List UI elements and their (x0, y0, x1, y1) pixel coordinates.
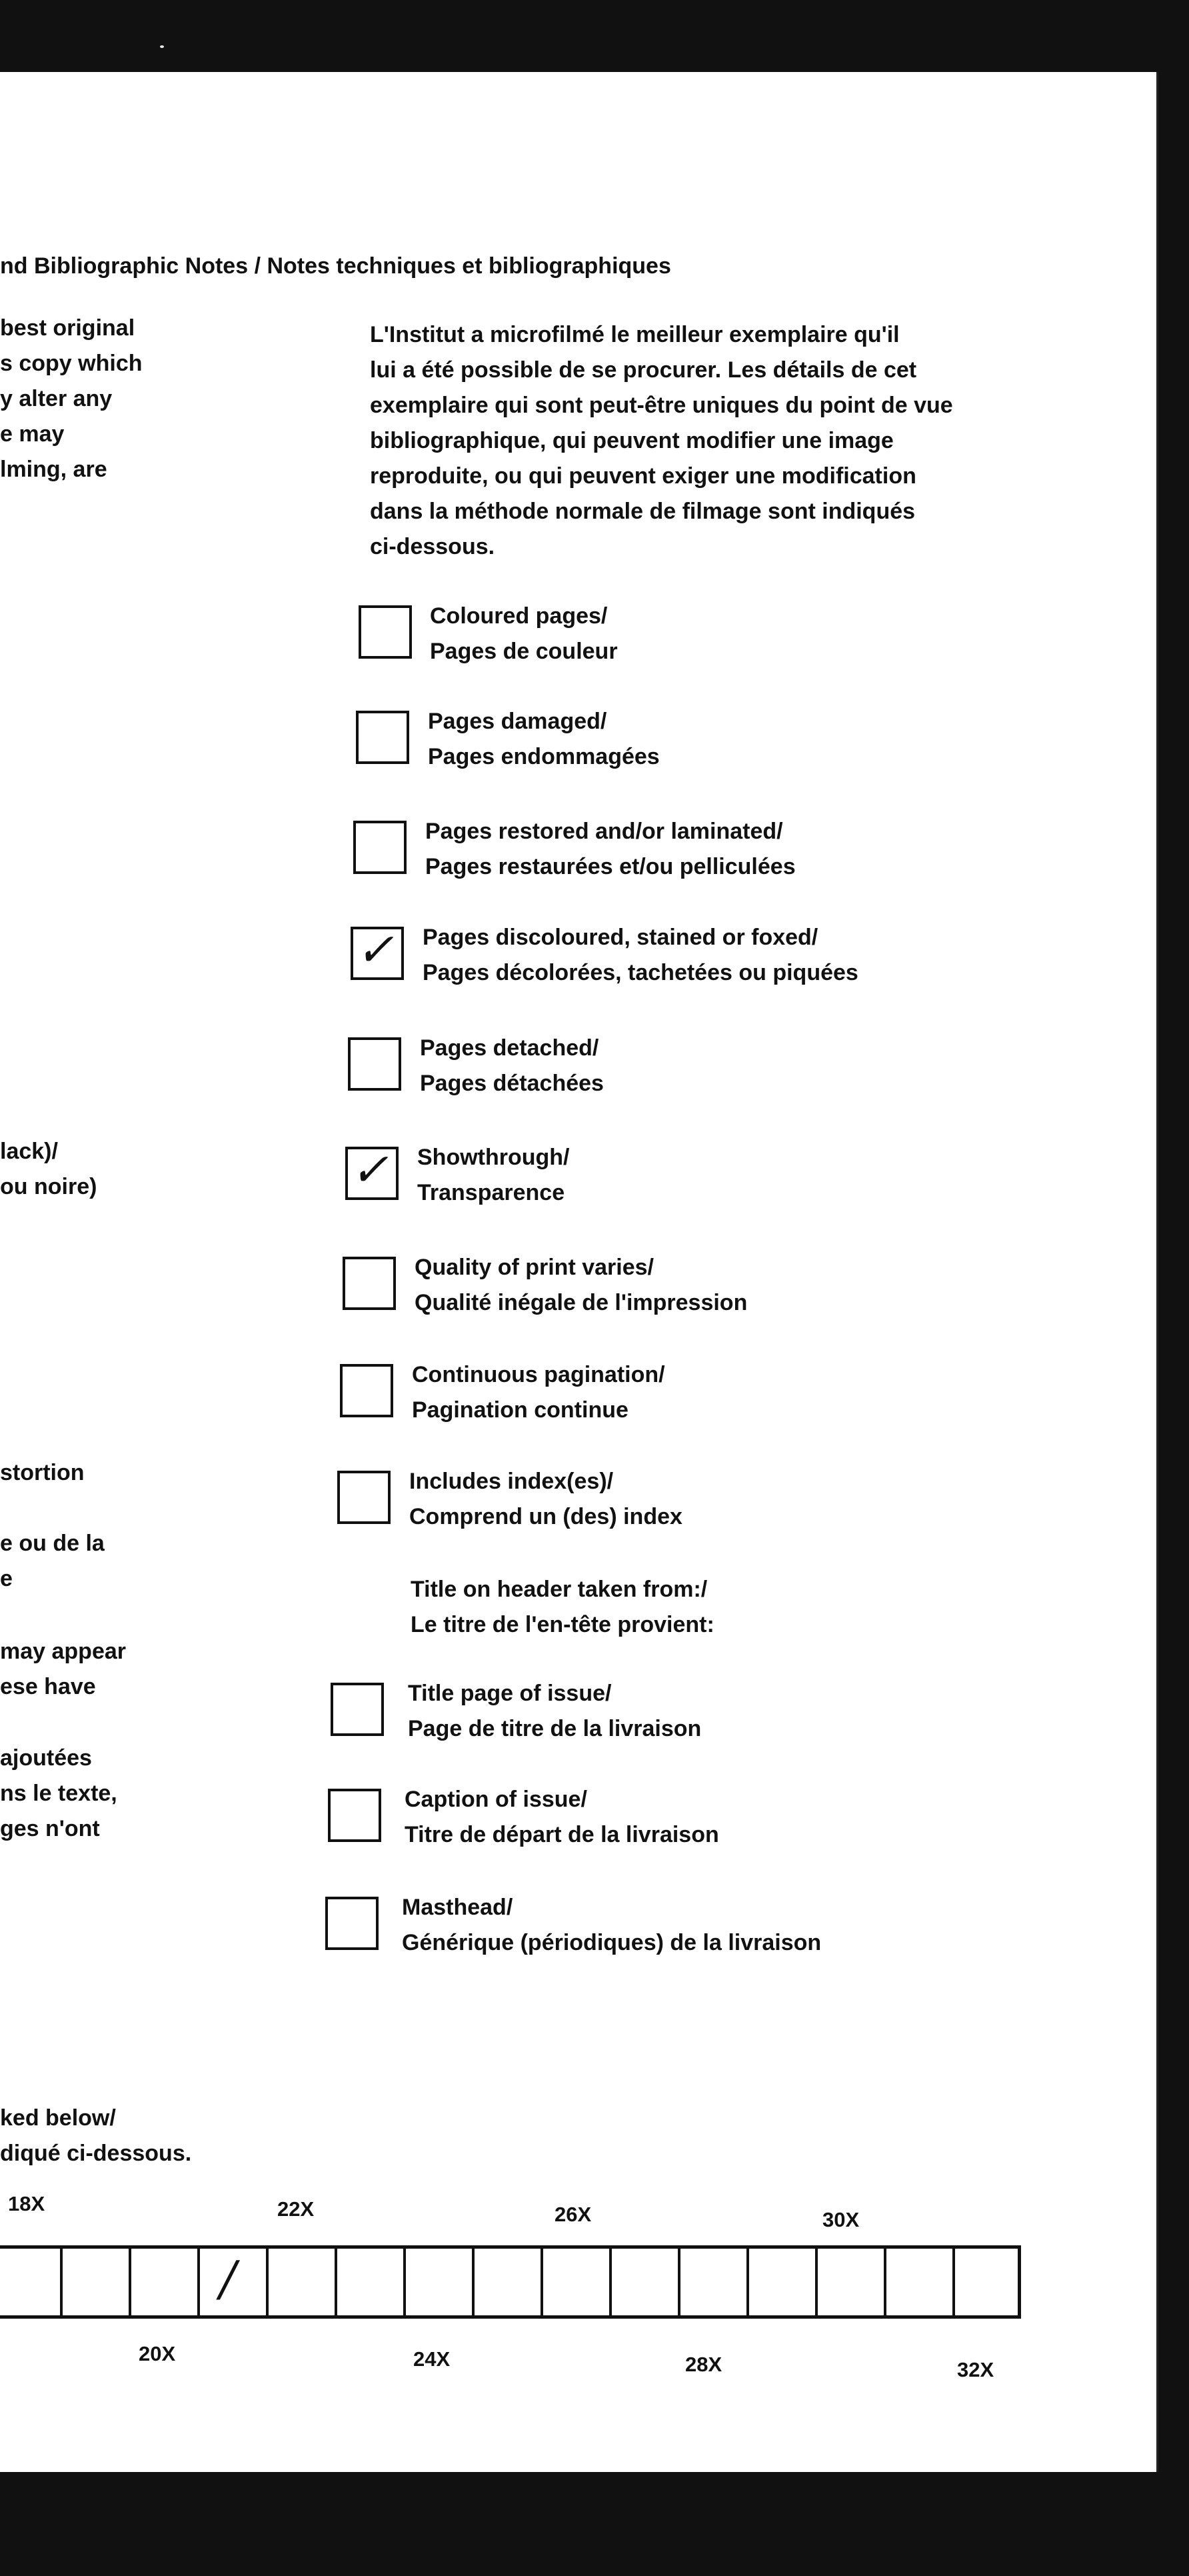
item-label-en: Showthrough/ (417, 1145, 570, 1170)
intro-line: bibliographique, qui peuvent modifier une image (370, 428, 894, 453)
scale-label-top: 30X (822, 2208, 860, 2231)
scale-label-bottom: 24X (413, 2347, 451, 2371)
intro-line: lui a été possible de se procurer. Les détails de cet (370, 357, 917, 383)
intro-line: exemplaire qui sont peut-être uniques du point de vue (370, 393, 953, 418)
item-label-en: Masthead/ (402, 1895, 513, 1920)
left-text-fragment: ns le texte, (0, 1781, 117, 1806)
checkbox-checked[interactable] (345, 1144, 399, 1200)
item-label-en: Includes index(es)/ (409, 1469, 614, 1494)
item-label-fr: Pagination continue (412, 1397, 628, 1423)
item-label-fr: Pages endommagées (428, 744, 660, 769)
checkbox[interactable] (340, 1364, 393, 1417)
left-text-fragment: stortion (0, 1460, 85, 1485)
notes-heading: nd Bibliographic Notes / Notes techniques et bibliographiques (0, 253, 671, 279)
document-page (0, 72, 1158, 2472)
item-label-en: Pages detached/ (420, 1035, 599, 1061)
left-text-fragment: ges n'ont (0, 1816, 100, 1841)
item-label-fr: Pages décolorées, tachetées ou piquées (423, 960, 858, 985)
intro-line: ci-dessous. (370, 534, 495, 559)
intro-line: dans la méthode normale de filmage sont indiqués (370, 499, 916, 524)
checkbox[interactable] (348, 1037, 401, 1091)
scale-label-bottom: 32X (957, 2358, 994, 2381)
checkbox[interactable] (343, 1257, 396, 1310)
intro-line: L'Institut a microfilmé le meilleur exemplaire qu'il (370, 322, 900, 347)
checkbox[interactable] (331, 1683, 384, 1736)
left-text-fragment: s copy which (0, 351, 143, 376)
item-label-en: Pages damaged/ (428, 709, 607, 734)
scale-label-top: 18X (8, 2192, 45, 2215)
scale-label-bottom: 28X (685, 2353, 722, 2376)
left-text-fragment: best original (0, 315, 135, 341)
item-label-en: Continuous pagination/ (412, 1362, 665, 1387)
left-text-fragment: diqué ci-dessous. (0, 2141, 192, 2166)
item-label-fr: Comprend un (des) index (409, 1504, 682, 1529)
item-label-fr: Qualité inégale de l'impression (415, 1290, 748, 1315)
left-text-fragment: ou noire) (0, 1174, 97, 1199)
left-text-fragment: may appear (0, 1639, 126, 1664)
left-text-fragment: e (0, 1566, 13, 1591)
scale-mark: / (220, 2251, 237, 2307)
intro-line: reproduite, ou qui peuvent exiger une modification (370, 463, 916, 489)
item-label-fr: Page de titre de la livraison (408, 1716, 702, 1741)
left-text-fragment: ked below/ (0, 2105, 116, 2131)
left-text-fragment: lack)/ (0, 1139, 58, 1164)
item-label-fr: Transparence (417, 1180, 565, 1205)
item-label-en: Pages discoloured, stained or foxed/ (423, 925, 818, 950)
checkbox[interactable] (325, 1897, 379, 1950)
scale-label-top: 26X (555, 2203, 592, 2226)
reduction-ratio-scale (0, 2245, 1021, 2319)
left-text-fragment: y alter any (0, 386, 113, 411)
item-label-en: Caption of issue/ (405, 1787, 587, 1812)
left-text-fragment: ajoutées (0, 1745, 92, 1771)
item-label-en: Coloured pages/ (430, 603, 608, 629)
item-label-fr: Générique (périodiques) de la livraison (402, 1930, 822, 1955)
checkbox-checked[interactable] (351, 924, 404, 980)
item-label-fr: Pages de couleur (430, 639, 618, 664)
checkbox[interactable] (337, 1471, 391, 1524)
checkbox[interactable] (328, 1789, 381, 1842)
scale-label-bottom: 20X (139, 2342, 176, 2365)
left-text-fragment: lming, are (0, 457, 107, 482)
item-label-en: Quality of print varies/ (415, 1255, 654, 1280)
check-mark-icon: ✓ (356, 924, 394, 977)
item-label-en: Pages restored and/or laminated/ (425, 819, 783, 844)
item-label-en: Title page of issue/ (408, 1681, 612, 1706)
item-label-fr: Pages restaurées et/ou pelliculées (425, 854, 796, 879)
checkbox[interactable] (353, 821, 407, 874)
left-text-fragment: e may (0, 421, 65, 447)
item-label-fr: Pages détachées (420, 1071, 604, 1096)
header-note-fr: Le titre de l'en-tête provient: (411, 1612, 714, 1637)
item-label-fr: Titre de départ de la livraison (405, 1822, 719, 1847)
checkbox[interactable] (356, 711, 409, 764)
scale-label-top: 22X (277, 2197, 315, 2221)
header-note-en: Title on header taken from:/ (411, 1577, 708, 1602)
checkbox[interactable] (359, 605, 412, 659)
left-text-fragment: ese have (0, 1674, 96, 1699)
left-text-fragment: e ou de la (0, 1531, 105, 1556)
check-mark-icon: ✓ (351, 1144, 389, 1197)
